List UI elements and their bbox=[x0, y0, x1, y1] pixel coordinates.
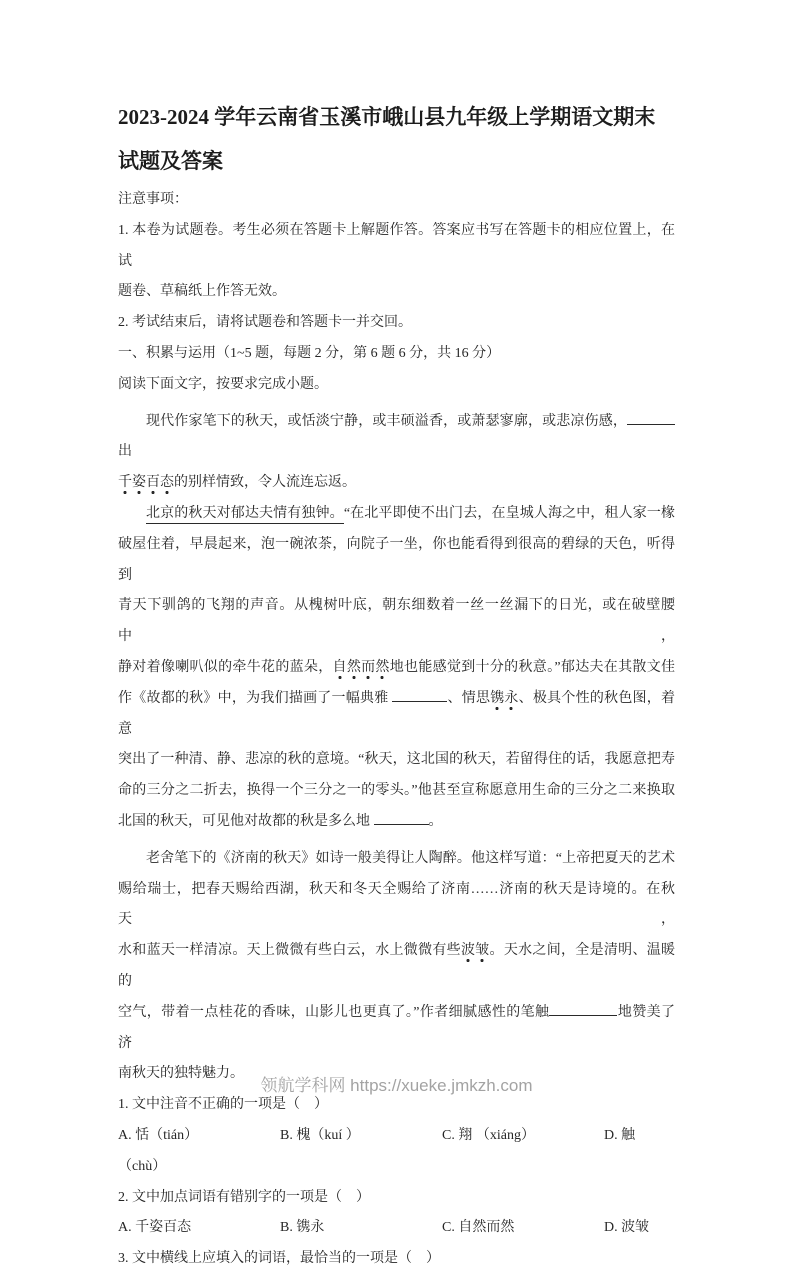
blank-underline bbox=[627, 410, 675, 425]
text-segment: 的别样情致，令人流连忘返。 bbox=[174, 475, 356, 491]
title-line-2: 试题及答案 bbox=[118, 149, 223, 173]
watermark-footer bbox=[0, 1071, 793, 1096]
text-line bbox=[118, 776, 675, 807]
text-segment: “在北平即使不出门去，在皇城人海之中，租人家一椽 bbox=[343, 505, 675, 521]
blank-underline bbox=[392, 687, 447, 702]
text-segment: 。天水之间，全是清明、温暖的 bbox=[118, 943, 676, 989]
options-row bbox=[118, 1121, 675, 1152]
text-line bbox=[118, 844, 675, 875]
document-body bbox=[118, 185, 675, 1275]
text-line bbox=[118, 185, 675, 216]
text-segment: 2. 文中加点词语有错别字的一项是（ ） bbox=[118, 1189, 370, 1205]
text-line bbox=[118, 499, 675, 530]
page-title bbox=[118, 95, 675, 183]
text-segment: 静对着像喇叭似的牵牛花的蓝朵， bbox=[118, 659, 333, 675]
text-segment: 地也能感觉到十分的秋意。”郁达夫在其散文佳 bbox=[389, 659, 676, 675]
text-line bbox=[118, 1183, 675, 1214]
option-item: D. 触 bbox=[604, 1127, 636, 1143]
text-line bbox=[118, 468, 675, 499]
text-segment: 命的三分之二折去，换得一个三分之一的零头。”他甚至宣称愿意用生命的三分之二来换取 bbox=[118, 783, 675, 799]
text-segment: 地赞美了济 bbox=[118, 1004, 675, 1051]
text-line bbox=[118, 339, 675, 370]
text-segment: 2. 考试结束后，请将试题卷和答题卡一并交回。 bbox=[118, 315, 412, 331]
text-segment: 南秋天的独特魅力。 bbox=[118, 1066, 244, 1082]
text-line bbox=[118, 308, 675, 339]
emphasized-word: 千姿百态 bbox=[118, 475, 174, 495]
text-line bbox=[118, 684, 675, 746]
emphasized-word: 自然而然 bbox=[333, 660, 390, 680]
text-segment: 北国的秋天，可见他对故都的秋是多么地 bbox=[118, 813, 374, 829]
text-segment: 阅读下面文字，按要求完成小题。 bbox=[118, 376, 328, 392]
text-segment: 水和蓝天一样清凉。天上微微有些白云，水上微微有些 bbox=[118, 943, 461, 959]
option-item: B. 槐（kuí ） bbox=[280, 1127, 360, 1143]
option-item: B. 镌永 bbox=[280, 1220, 325, 1236]
text-line bbox=[118, 591, 675, 653]
text-line bbox=[118, 998, 675, 1060]
document-content bbox=[118, 95, 675, 1275]
text-line bbox=[118, 407, 675, 469]
emphasized-word: 镌永 bbox=[490, 691, 518, 711]
blank-underline bbox=[549, 1001, 617, 1016]
text-segment: 突出了一种清、静、悲凉的秋的意境。“秋天，这北国的秋天，若留得住的话，我愿意把寿 bbox=[118, 752, 675, 768]
text-segment: 空气，带着一点桂花的香味，山影儿也更真了。”作者细腻感性的笔触 bbox=[118, 1004, 550, 1020]
text-segment: （chù） bbox=[118, 1158, 167, 1174]
option-item: C. 自然而然 bbox=[442, 1220, 515, 1236]
watermark-text: 领航学科网 https://xueke.jmkzh.com bbox=[260, 1076, 533, 1095]
text-line bbox=[118, 1152, 675, 1183]
option-item: D. 波皱 bbox=[604, 1220, 650, 1236]
emphasized-word: 波皱 bbox=[461, 943, 490, 963]
text-line bbox=[118, 875, 675, 937]
text-segment: 青天下驯鸽的飞翔的声音。从槐树叶底，朝东细数着一丝一丝漏下的日光，或在破壁腰中， bbox=[118, 598, 675, 645]
text-line bbox=[118, 936, 675, 998]
title-line-1: 2023-2024 学年云南省玉溪市峨山县九年级上学期语文期末 bbox=[118, 105, 656, 129]
text-segment: 赐给瑞士，把春天赐给西湖，秋天和冬天全赐给了济南……济南的秋天是诗境的。在秋天， bbox=[118, 881, 675, 928]
text-segment: 。 bbox=[428, 813, 443, 829]
options-row bbox=[118, 1213, 675, 1244]
text-line bbox=[118, 216, 675, 278]
blank-underline bbox=[374, 810, 429, 825]
text-segment: 1. 文中注音不正确的一项是（ ） bbox=[118, 1097, 328, 1113]
text-line bbox=[118, 277, 675, 308]
text-segment: 破屋住着，早晨起来，泡一碗浓茶，向院子一坐，你也能看得到很高的碧绿的天色，听得到 bbox=[118, 536, 675, 583]
text-segment: 、极具个性的秋色图，着意 bbox=[118, 690, 676, 737]
text-line bbox=[118, 745, 675, 776]
option-item: A. 恬（tián） bbox=[118, 1127, 199, 1143]
text-segment: 3. 文中横线上应填入的词语，最恰当的一项是（ ） bbox=[118, 1251, 440, 1267]
text-segment: 1. 本卷为试题卷。考生必须在答题卡上解题作答。答案应书写在答题卡的相应位置上，在试 bbox=[118, 222, 675, 269]
text-segment: 注意事项： bbox=[118, 192, 188, 207]
text-line bbox=[118, 370, 675, 401]
text-segment: 现代作家笔下的秋天，或恬淡宁静，或丰硕溢香，或萧瑟寥廓，或悲凉伤感， bbox=[146, 413, 627, 429]
option-item: A. 千姿百态 bbox=[118, 1220, 192, 1236]
text-segment: 老舍笔下的《济南的秋天》如诗一般美得让人陶醉。他这样写道：“上帝把夏天的艺术 bbox=[146, 850, 675, 866]
text-line bbox=[118, 653, 675, 684]
text-segment: 一、积累与运用（1~5 题，每题 2 分，第 6 题 6 分，共 16 分） bbox=[118, 345, 501, 361]
text-segment: 出 bbox=[118, 444, 132, 460]
text-line bbox=[118, 807, 675, 838]
underlined-phrase: 北京的秋天对郁达夫情有独钟。 bbox=[146, 506, 344, 524]
text-segment: 、情思 bbox=[447, 690, 491, 706]
text-segment: 作《故都的秋》中，为我们描画了一幅典雅 bbox=[118, 690, 393, 706]
text-line bbox=[118, 1244, 675, 1275]
text-segment: 题卷、草稿纸上作答无效。 bbox=[118, 284, 286, 300]
option-item: C. 翔 （xiáng） bbox=[442, 1127, 535, 1143]
text-line bbox=[118, 530, 675, 592]
